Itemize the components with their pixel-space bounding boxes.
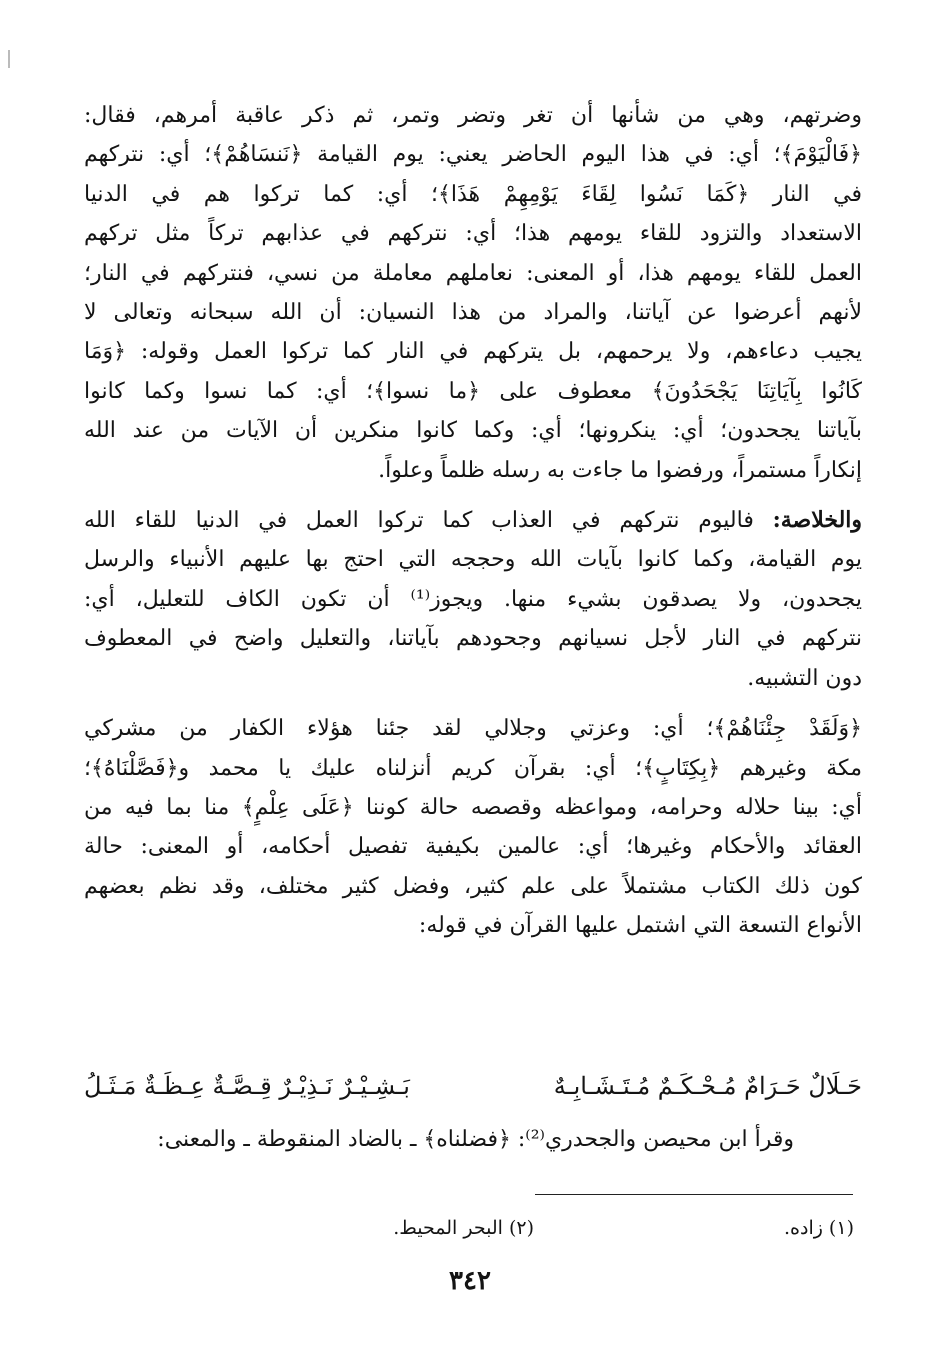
text-line: يجحدون، ولا يصدقون بشيء منها. ويجوز⁽¹⁾ أن تكون الكاف للتعليل، أي: — [84, 586, 862, 612]
paragraph-3 — [84, 709, 862, 945]
scan-mark — [8, 50, 10, 68]
verse-right-hemistich: حَـلَالٌ حَـرَامٌ مُـحْـكَـمٌ مُـتَـشَـابِـهٌ — [553, 1072, 862, 1100]
text-line: لأنهم أعرضوا عن آياتنا، والمراد من هذا النسيان: أن الله سبحانه وتعالى لا — [84, 300, 862, 326]
text-line: كون ذلك الكتاب مشتملاً على علم كثير، وفضل كثير مختلف، وقد نظم بعضهم — [84, 873, 862, 899]
text-line: ﴿وَلَقَدْ جِئْنَاهُمْ﴾؛ أي: وعزتي وجلالي لقد جئنا هؤلاء الكفار من مشركي — [84, 716, 862, 742]
text-line: يوم القيامة، وكما كانوا بآيات الله وحججه التي احتج بها عليهم الأنبياء والرسل — [84, 547, 862, 573]
summary-lead: والخلاصة: — [772, 507, 862, 534]
text-line — [84, 501, 862, 540]
text-line: الأنواع التسعة التي اشتمل عليها القرآن في قوله: — [418, 913, 862, 939]
text-line: العمل للقاء يومهم هذا، أو المعنى: نعاملهم معاملة من نسي، فنتركهم في النار؛ — [84, 260, 862, 286]
text-line: في النار ﴿كَمَا نَسُوا لِقَاءَ يَوْمِهِمْ هَذَا﴾؛ أي: كما تركوا هم في الدنيا — [84, 181, 862, 207]
text-line: بآياتنا يجحدون؛ أي: ينكرونها؛ أي: وكما كانوا منكرين أن الآيات من عند الله — [84, 418, 862, 444]
text-line: إنكاراً مستمراً، ورفضوا ما جاءت به رسله ظلماً وعلواً. — [378, 457, 862, 483]
main-text — [84, 96, 862, 946]
page-number: ٣٤٢ — [449, 1266, 491, 1296]
footnotes — [280, 1213, 854, 1243]
footnote-divider — [535, 1194, 853, 1195]
text-line: وضرتهم، وهي من شأنها أن تغر وتضر وتمر، ثم ذكر عاقبة أمرهم، فقال: — [84, 103, 862, 128]
text-line: الاستعداد والتزود للقاء يومهم هذا؛ أي: نتركهم في عذابهم تركاً مثل تركهم — [84, 221, 862, 247]
text-line: يجيب دعاءهم، ولا يرحمهم، بل يتركهم في النار كما تركوا العمل وقوله: ﴿وَمَا — [84, 339, 862, 365]
paragraph-2 — [84, 501, 862, 698]
paragraph-1 — [84, 96, 862, 490]
text-line: أي: بينا حلاله وحرامه، ومواعظه وقصصه حالة كوننا ﴿عَلَى عِلْمٍ﴾ منا بما فيه من — [84, 794, 862, 820]
text-line: دون التشبيه. — [747, 665, 862, 691]
footnote-2: (٢) البحر المحيط. — [393, 1217, 534, 1239]
text-line: العقائد والأحكام وغيرها؛ أي: عالمين بكيفية تفصيل أحكامه، أو المعنى: حالة — [84, 834, 862, 860]
footnote-1: (١) زاده. — [783, 1217, 854, 1239]
text-line: مكة وغيرهم ﴿بِكِتَابٍ﴾؛ أي: بقرآن كريم أنزلناه عليك يا محمد و﴿فَصَّلْنَاهُ﴾؛ — [84, 755, 862, 781]
final-text-line: وقرأ ابن محيصن والجحدري⁽²⁾: ﴿فضلناه﴾ ـ بالضاد المنقوطة ـ والمعنى: — [157, 1127, 794, 1152]
text-line: ﴿فَالْيَوْمَ﴾؛ أي: في هذا اليوم الحاضر يعني: يوم القيامة ﴿نَنسَاهُمْ﴾؛ أي: نتركهم — [84, 142, 862, 168]
text-line: كَانُوا بِآيَاتِنَا يَجْحَدُونَ﴾ معطوف على ﴿ما نسوا﴾؛ أي: كما نسوا وكما كانوا — [84, 378, 862, 404]
text-run: فاليوم نتركهم في العذاب كما تركوا العمل في الدنيا للقاء الله — [84, 508, 773, 534]
text-line: نتركهم في النار لأجل نسيانهم وجحودهم بآياتنا، والتعليل واضح في المعطوف — [84, 626, 862, 652]
verse-left-hemistich: بَـشِـيْـرٌ نَـذِيْـرٌ قِـصَّـةٌ عِـظَـةٌ مَـثَـلُ — [84, 1072, 410, 1100]
